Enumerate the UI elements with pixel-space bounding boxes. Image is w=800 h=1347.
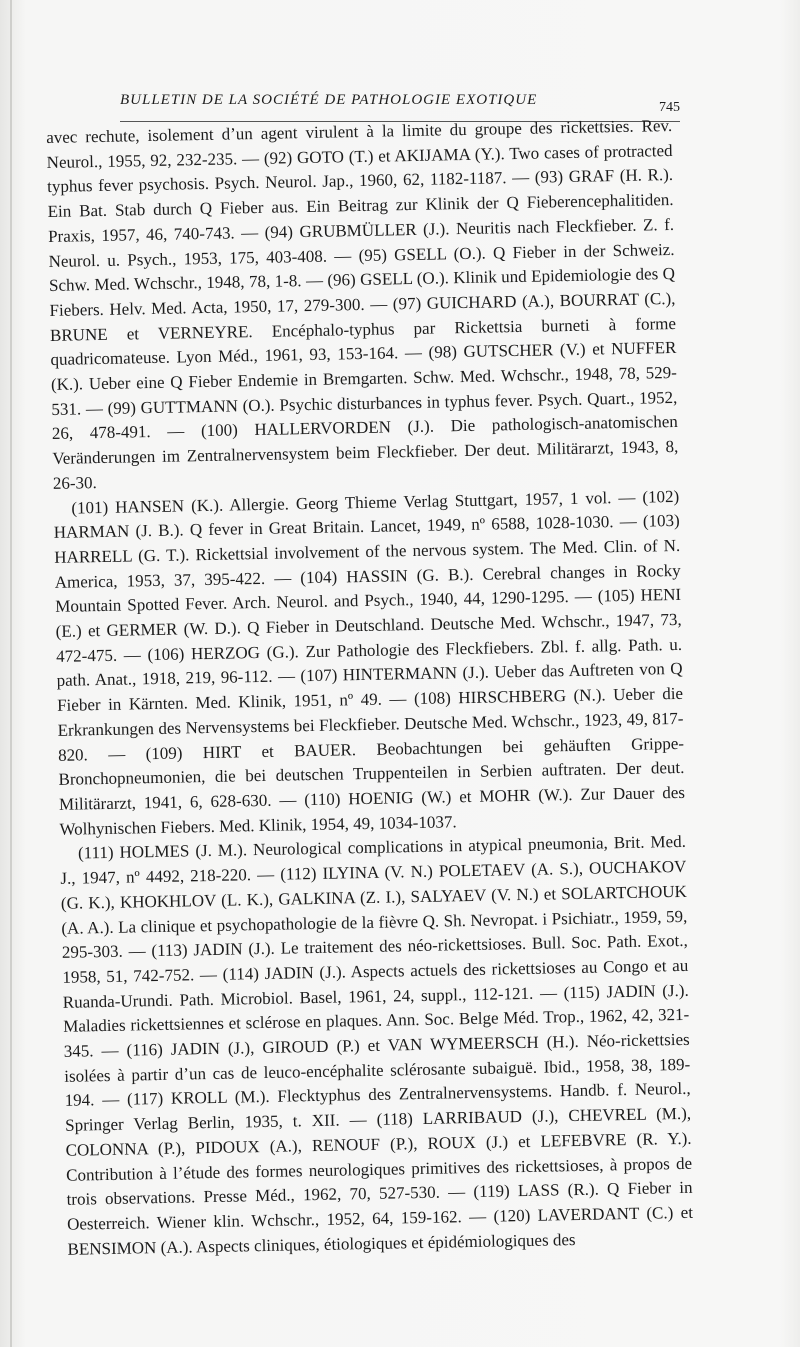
bibliography-paragraph: (111) HOLMES (J. M.). Neurological complications in atypical pneumonia, Brit. Med. J., 1947, nº 4492, 218-220. — (112) ILYINA (V. N.) POLETAEV (A. S.), OUCHAKOV (G. K.), KHOKHLOV (L. K.), GALKINA (Z. I.), SALYAEV (V. N.) et SOLARTCHOUK (A. A.). La clinique et psychopathologie de la fièvre Q. Sh. Nevropat. i Psichiatr., 1959, 59, 295-303. — (113) JADIN (J.). Le traitement des néo-rickettsioses. Bull. Soc. Path. Exot., 1958, 51, 742-752. — (114) JADIN (J.). Aspects actuels des rickettsioses au Congo et au Ruanda-Urundi. Path. Microbiol. Basel, 1961, 24, suppl., 112-121. — (115) JADIN (J.). Maladies rickettsiennes et sclérose en plaques. Ann. Soc. Belge Méd. Trop., 1962, 42, 321-345. — (116) JADIN (J.), GIROUD (P.) et VAN WYMEERSCH (H.). Néo-rickettsies isolées à partir d’un cas de leuco-encéphalite sclérosante subaiguë. Ibid., 1958, 38, 189-194. — (117) KROLL (M.). Flecktyphus des Zentralnervensystems. Handb. f. Neurol., Springer Verlag Berlin, 1935, t. XII. — (118) LARRIBAUD (J.), CHEVREL (M.), COLONNA (P.), PIDOUX (A.), RENOUF (P.), ROUX (J.) et LEFEBVRE (R. Y.). Contribution à l’étude des formes neurologiques primitives des rickettsioses, à propos de trois observations. Presse Méd., 1962, 70, 527-530. — (119) LASS (R.). Q Fieber in Oesterreich. Wiener klin. Wchschr., 1952, 64, 159-162. — (120) LAVERDANT (C.) et BENSIMON (A.). Aspects cliniques, étiologiques et épidémiologiques des: [60, 832, 694, 1259]
binding-gutter: [10, 0, 12, 1347]
running-title: BULLETIN DE LA SOCIÉTÉ DE PATHOLOGIE EXOTIQUE: [120, 92, 538, 108]
bibliography-paragraph: (101) HANSEN (K.). Allergie. Georg Thieme Verlag Stuttgart, 1957, 1 vol. — (102) HARMAN (J. B.). Q fever in Great Britain. Lancet, 1949, nº 6588, 1028-1030. — (103) HARRELL (G. T.). Rickettsial involvement of the nervous system. The Med. Clin. of N. America, 1953, 37, 395-422. — (104) HASSIN (G. B.). Cerebral changes in Rocky Mountain Spotted Fever. Arch. Neurol. and Psych., 1940, 44, 1290-1295. — (105) HENI (E.) et GERMER (W. D.). Q Fieber in Deutschland. Deutsche Med. Wchschr., 1947, 73, 472-475. — (106) HERZOG (G.). Zur Pathologie des Fleckfiebers. Zbl. f. allg. Path. u. path. Anat., 1918, 219, 96-112. — (107) HINTERMANN (J.). Ueber das Auftreten von Q Fieber in Kärnten. Med. Klinik, 1951, nº 49. — (108) HIRSCHBERG (N.). Ueber die Erkrankungen des Nervensystems bei Fleckfieber. Deutsche Med. Wchschr., 1923, 49, 817-820. — (109) HIRT et BAUER. Beobachtungen bei gehäuften Grippe-Bronchopneumonien, die bei deutschen Truppenteilen in Serbien auftraten. Der deut. Militärarzt, 1941, 6, 628-630. — (110) HOENIG (W.) et MOHR (W.). Zur Dauer des Wolhynischen Fiebers. Med. Klinik, 1954, 49, 1034-1037.: [53, 486, 686, 839]
bibliography-paragraph: avec rechute, isolement d’un agent virulent à la limite du groupe des rickettsies. Rev. Neurol., 1955, 92, 232-235. — (92) GOTO (T.) et AKIJAMA (Y.). Two cases of protracted typhus fever psychosis. Psych. Neurol. Jap., 1960, 62, 1182-1187. — (93) GRAF (H. R.). Ein Bat. Stab durch Q Fieber aus. Ein Beitrag zur Klinik der Q Fieberencephalitiden. Praxis, 1957, 46, 740-743. — (94) GRUBMÜLLER (J.). Neuritis nach Fleckfieber. Z. f. Neurol. u. Psych., 1953, 175, 403-408. — (95) GSELL (O.). Q Fieber in der Schweiz. Schw. Med. Wchschr., 1948, 78, 1-8. — (96) GSELL (O.). Klinik und Epidemiologie des Q Fiebers. Helv. Med. Acta, 1950, 17, 279-300. — (97) GUICHARD (A.), BOURRAT (C.), BRUNE et VERNEYRE. Encéphalo-typhus par Rickettsia burneti à forme quadricomateuse. Lyon Méd., 1961, 93, 153-164. — (98) GUTSCHER (V.) et NUFFER (K.). Ueber eine Q Fieber Endemie in Bremgarten. Schw. Med. Wchschr., 1948, 78, 529-531. — (99) GUTTMANN (O.). Psychic disturbances in typhus fever. Psych. Quart., 1952, 26, 478-491. — (100) HALLERVORDEN (J.). Die pathologisch-anatomischen Veränderungen im Zentralnervensystem beim Fleckfieber. Der deut. Militärarzt, 1943, 8, 26-30.: [46, 115, 679, 493]
bibliography-text: [46, 114, 694, 1262]
page-number: 745: [659, 100, 680, 115]
